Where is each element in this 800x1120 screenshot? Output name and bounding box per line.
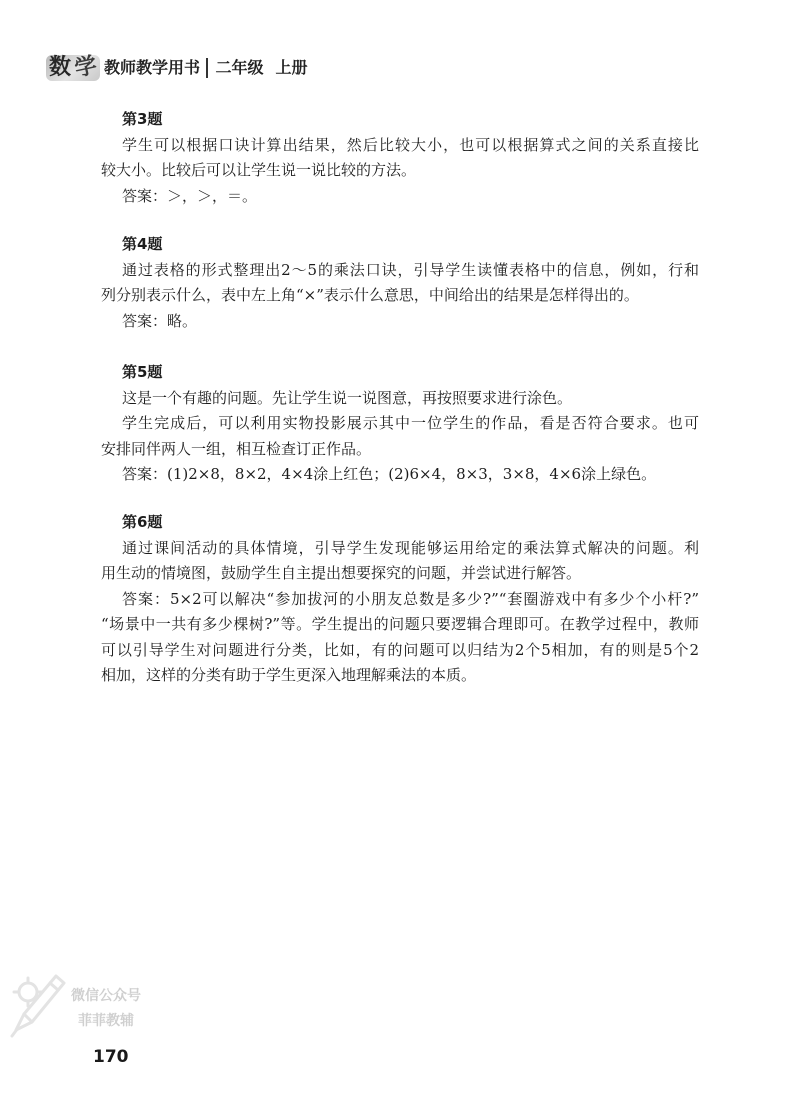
grade-label: 二年级	[215, 58, 264, 77]
watermark	[62, 984, 150, 1034]
answer-line: 答案：略。	[122, 311, 198, 330]
logo-char-1: 数	[49, 55, 72, 80]
answer-paragraph	[101, 462, 699, 488]
subject-logo	[46, 52, 102, 84]
logo-char-2: 学	[72, 52, 100, 83]
volume-label: 上册	[275, 58, 308, 77]
answer-line: 相加，这样的分类有助于学生更深入地理解乘法的本质。	[101, 666, 477, 684]
watermark-line-2: 菲菲教辅	[78, 1013, 134, 1029]
header-divider	[206, 58, 208, 78]
answer-line: 答案：(1)2×8，8×2，4×4涂上红色；(2)6×4，8×3，3×8，4×6涂上绿色。	[122, 465, 657, 483]
text-line: 用生动的情境图，鼓励学生自主提出想要探究的问题，并尝试进行解答。	[101, 564, 582, 582]
watermark-line-1: 微信公众号	[71, 988, 141, 1004]
paragraph	[101, 536, 699, 587]
text-line: 通过表格的形式整理出2～5的乘法口诀，引导学生读懂表格中的信息，例如，行和	[122, 260, 699, 279]
question-section-6	[101, 510, 699, 689]
page-header	[46, 52, 308, 84]
question-section-4	[101, 232, 699, 334]
answer-line: 答案：＞，＞，＝。	[122, 186, 258, 205]
pencil-icon	[6, 966, 70, 1042]
section-title: 第6题	[122, 513, 163, 531]
paragraph	[101, 133, 699, 184]
text-line: 较大小。比较后可以让学生说一说比较的方法。	[101, 161, 417, 179]
paragraph	[101, 411, 699, 462]
answer-line: 可以引导学生对问题进行分类，比如，有的问题可以归结为2个5相加，有的则是5个2	[101, 640, 699, 659]
section-title: 第3题	[122, 110, 163, 128]
answer-line: “场景中一共有多少棵树?”等。学生提出的问题只要逻辑合理即可。在教学过程中，教师	[101, 615, 699, 633]
question-section-5	[101, 360, 699, 488]
answer-paragraph	[101, 587, 699, 689]
section-title: 第4题	[122, 235, 163, 253]
text-line: 列分别表示什么，表中左上角“×”表示什么意思，中间给出的结果是怎样得出的。	[101, 286, 639, 304]
answer-paragraph	[101, 184, 699, 210]
text-line: 安排同伴两人一组，相互检查订正作品。	[101, 439, 372, 458]
page-number: 170	[93, 1047, 129, 1067]
paragraph	[101, 258, 699, 309]
text-line: 通过课间活动的具体情境，引导学生发现能够运用给定的乘法算式解决的问题。利	[122, 538, 699, 557]
section-title: 第5题	[122, 363, 163, 381]
paragraph	[101, 386, 699, 412]
text-line: 学生可以根据口诀计算出结果，然后比较大小，也可以根据算式之间的关系直接比	[122, 135, 699, 154]
book-title: 教师教学用书	[104, 58, 201, 77]
question-section-3	[101, 107, 699, 209]
answer-paragraph	[101, 309, 699, 335]
answer-line: 答案：5×2可以解决“参加拔河的小朋友总数是多少?”“套圈游戏中有多少个小杆?”	[122, 589, 699, 608]
text-line: 这是一个有趣的问题。先让学生说一说图意，再按照要求进行涂色。	[122, 388, 573, 407]
text-line: 学生完成后，可以利用实物投影展示其中一位学生的作品，看是否符合要求。也可	[122, 414, 699, 432]
